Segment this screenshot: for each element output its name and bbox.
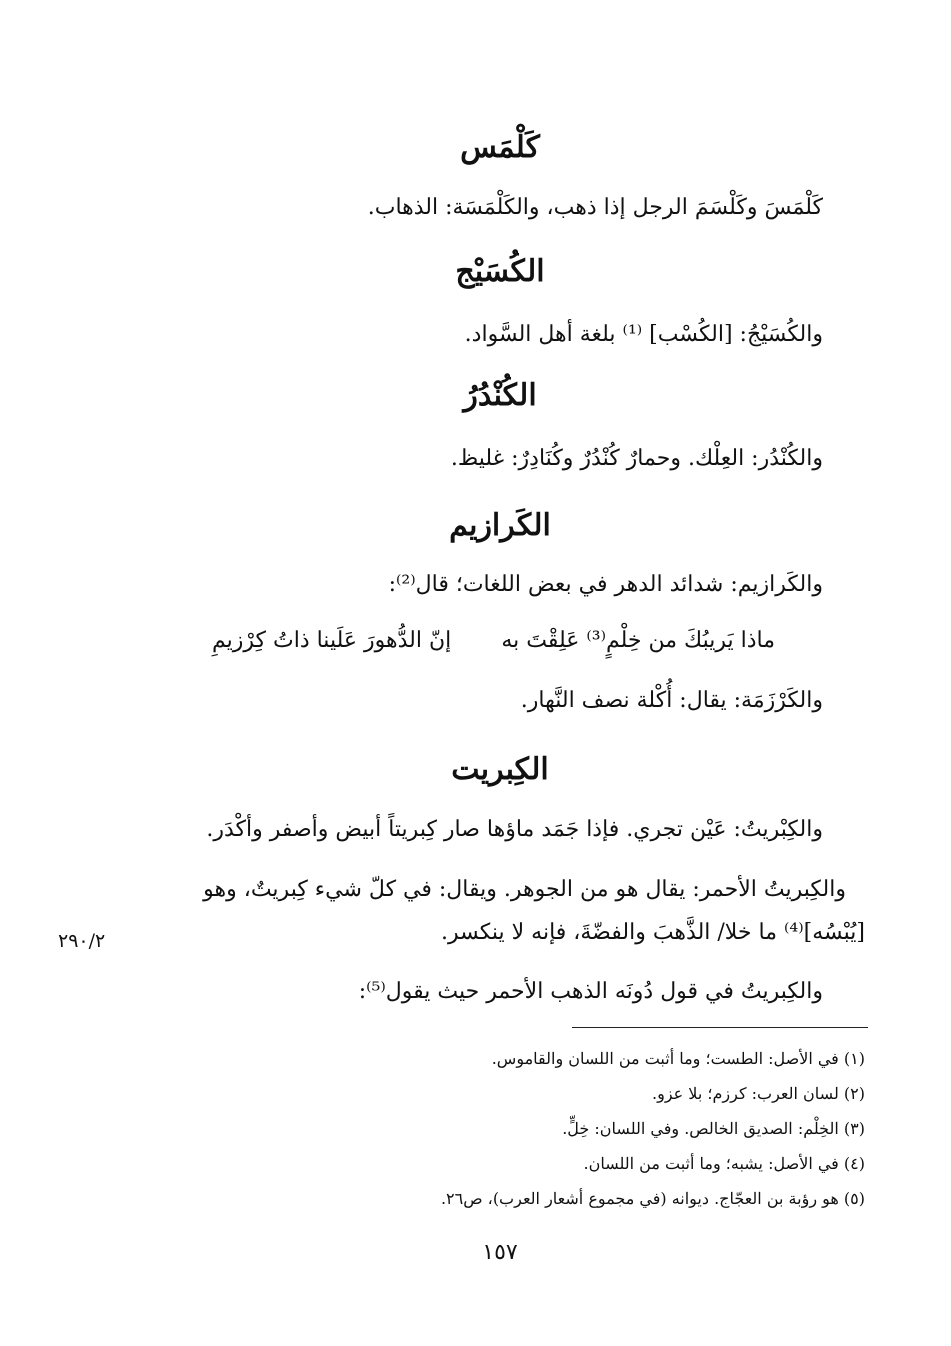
margin-page-reference: ٢٩٠/٢ [58, 930, 106, 952]
footnote: (٥) هو رؤبة بن العجّاج. ديوانه (في مجموع أشعار العرب)، ص٢٦. [440, 1189, 865, 1208]
footnote: (٣) الخِلْم: الصديق الخالص. وفي اللسان: خِلٍّ. [562, 1119, 865, 1138]
entry-text-line: والكَرْزَمَة: يقال: أُكْلة نصف النَّهار. [520, 688, 823, 713]
footnote-divider [572, 1027, 868, 1028]
entry-text-line: والكِبريتُ في قول دُونَه الذهب الأحمر حيث يقول⁽⁵⁾: [358, 979, 823, 1004]
page-number: ١٥٧ [482, 1240, 518, 1265]
entry-text-line: والكِبْريتُ: عَيْن تجري. فإذا جَمَد ماؤها صار كِبريتاً أبيض وأصفر وأكْدَر. [206, 817, 823, 842]
entry-headword: الكَرازيم [449, 508, 551, 543]
entry-text-line: والكِبريتُ الأحمر: يقال هو من الجوهر. ويقال: في كلّ شيء كِبريتٌ، وهو [203, 877, 846, 902]
entry-text-line: [يُبْسُه]⁽⁴⁾ ما خلا/ الذَّهبَ والفضّةَ، فإنه لا ينكسر. [440, 920, 865, 945]
entry-text-line: والكُسَيْجُ: [الكُسْب] ⁽¹⁾ بلغة أهل السَّواد. [464, 322, 823, 347]
verse-second-hemistich: إنّ الدُّهورَ عَلَينا ذاتُ كِرْزيمِ [212, 628, 452, 653]
entry-headword: كَلْمَس [460, 130, 540, 165]
footnote: (٢) لسان العرب: كرزم؛ بلا عزو. [652, 1084, 865, 1103]
verse-first-hemistich: ماذا يَريبُكَ من خِلْمٍ⁽³⁾ عَلِقْتَ به [501, 628, 775, 653]
footnote: (٤) في الأصل: يشبه؛ وما أثبت من اللسان. [583, 1154, 865, 1173]
entry-text-line: والكَرازيم: شدائد الدهر في بعض اللغات؛ قال⁽²⁾: [388, 572, 823, 597]
entry-headword: الكُسَيْج [455, 254, 545, 289]
entry-text-line: كَلْمَسَ وكَلْسَمَ الرجل إذا ذهب، والكَلْمَسَة: الذهاب. [367, 195, 823, 220]
footnote: (١) في الأصل: الطست؛ وما أثبت من اللسان والقاموس. [491, 1049, 865, 1068]
entry-text-line: والكُنْدُر: العِلْك. وحمارٌ كُنْدُرٌ وكُنَادِرٌ: غليظ. [450, 446, 823, 471]
entry-headword: الكُنْدُرُ [463, 378, 537, 413]
entry-headword: الكِبريت [451, 752, 549, 787]
